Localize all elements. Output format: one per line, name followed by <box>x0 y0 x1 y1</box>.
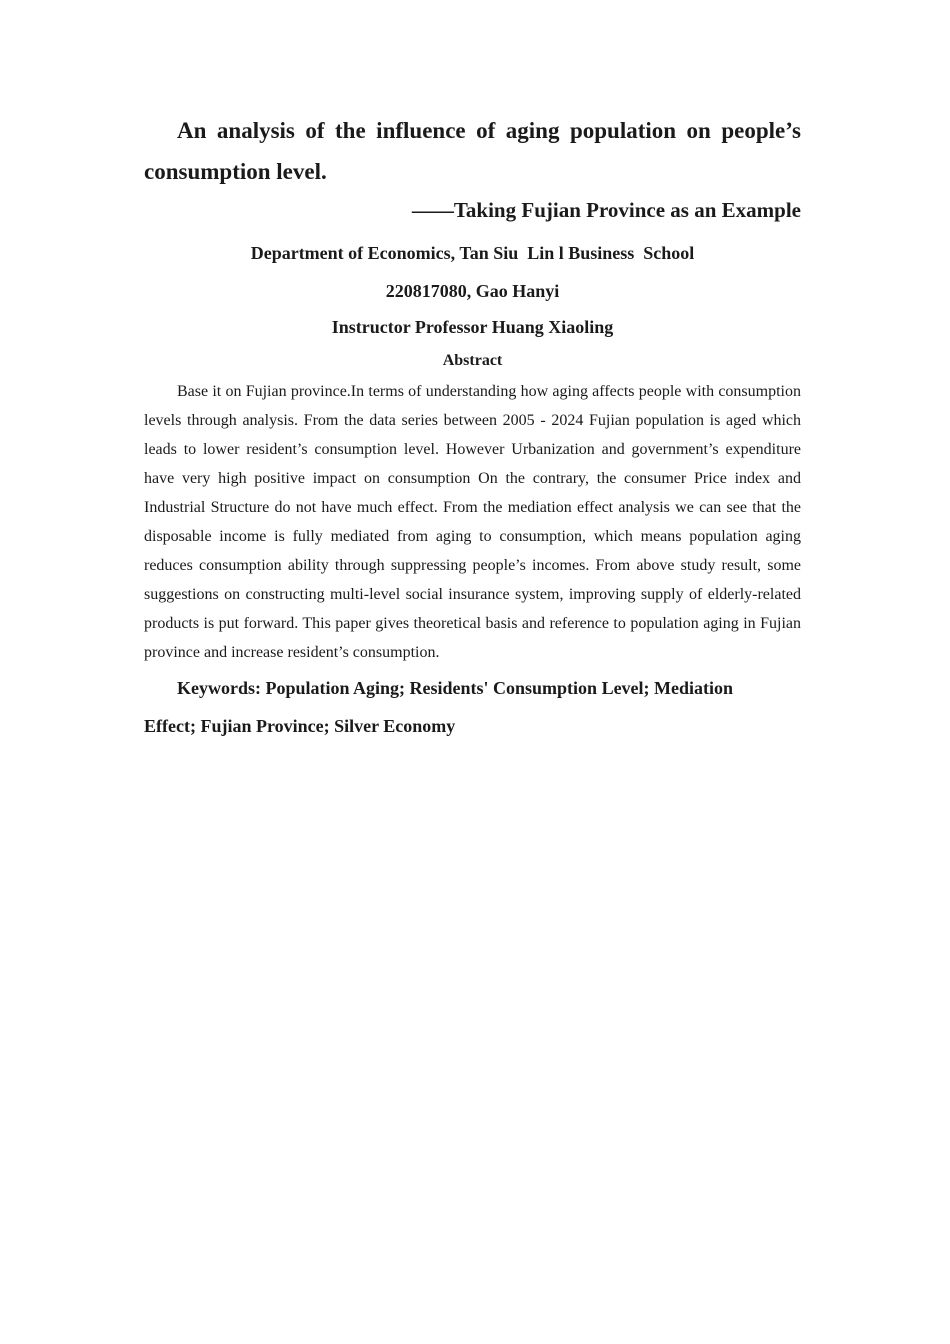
paper-title: An analysis of the influence of aging population on people’s consumption level. <box>144 118 801 184</box>
paper-subtitle: ——Taking Fujian Province as an Example <box>411 198 801 222</box>
instructor-line: Instructor Professor Huang Xiaoling <box>331 317 614 337</box>
abstract-body: Base it on Fujian province.In terms of understanding how aging affects people with consumption levels through analysis. From the data series between 2005 - 2024 Fujian population is aged which leads to lower resident’s consumption level. However Urbanization and government’s expenditure have very high positive impact on consumption On the contrary, the consumer Price index and Industrial Structure do not have much effect. From the mediation effect analysis we can see that the disposable income is fully mediated from aging to consumption, which means population aging reduces consumption ability through suppressing people’s incomes. From above study result, some suggestions on constructing multi-level social insurance system, improving supply of elderly-related products is put forward. This paper gives theoretical basis and reference to population aging in Fujian province and increase resident’s consumption. <box>144 383 801 661</box>
abstract-heading: Abstract <box>442 352 503 369</box>
keywords: Keywords: Population Aging; Residents' Consumption Level; Mediation Effect; Fujian Province; Silver Economy <box>144 678 734 736</box>
department-line: Department of Economics, Tan Siu Lin l Business School <box>250 243 695 263</box>
paper-page <box>144 110 801 745</box>
student-line: 220817080, Gao Hanyi <box>385 281 560 301</box>
